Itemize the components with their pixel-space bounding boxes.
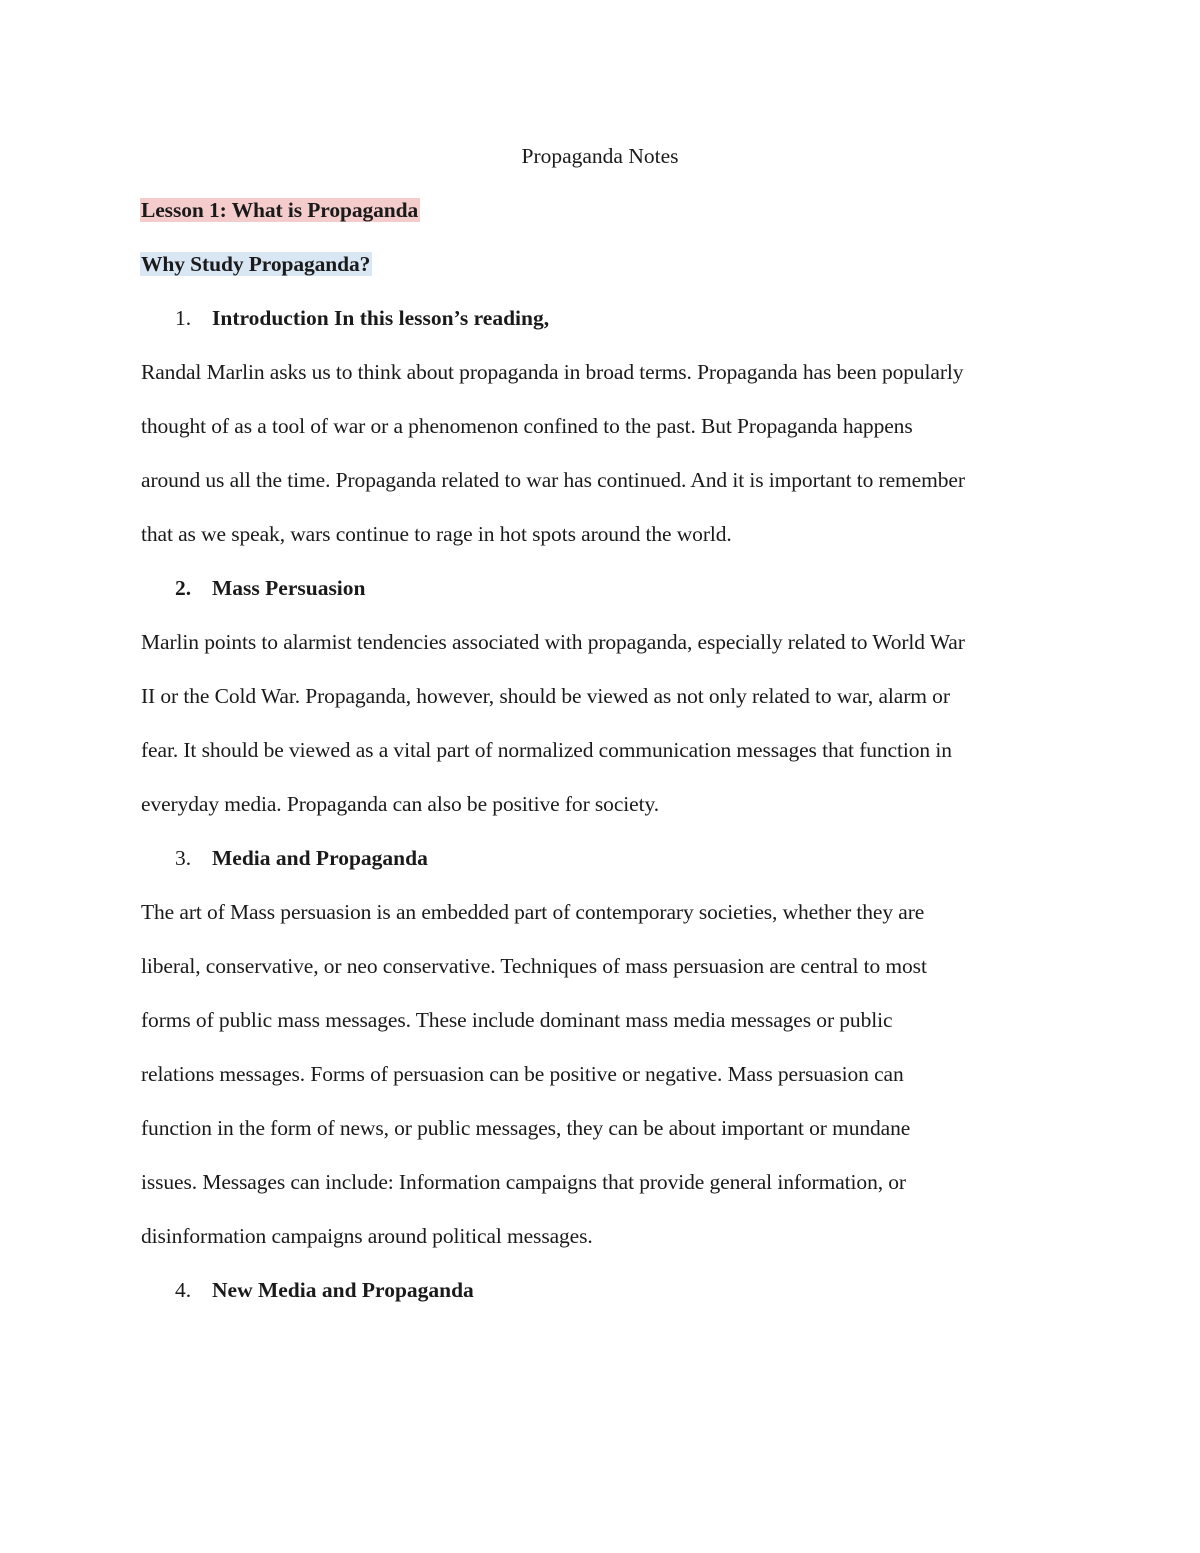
paragraph-line: thought of as a tool of war or a phenomenon confined to the past. But Propaganda happens: [141, 414, 913, 438]
paragraph-line: fear. It should be viewed as a vital part of normalized communication messages that function in: [141, 738, 952, 762]
lesson-heading-text: Lesson 1: What is Propaganda: [141, 198, 419, 222]
paragraph-line: issues. Messages can include: Information campaigns that provide general information, or: [141, 1170, 906, 1194]
section-heading: [141, 249, 372, 279]
paragraph-line: everyday media. Propaganda can also be positive for society.: [141, 792, 659, 816]
list-item-heading: Media and Propaganda: [212, 846, 428, 870]
paragraph-line: function in the form of news, or public messages, they can be about important or mundane: [141, 1116, 911, 1140]
lesson-heading: [141, 195, 420, 225]
paragraph-line: II or the Cold War. Propaganda, however, should be viewed as not only related to war, alarm or: [141, 684, 950, 708]
list-item-number: 3.: [175, 846, 192, 870]
paragraph-line: Randal Marlin asks us to think about propaganda in broad terms. Propaganda has been popularly: [141, 360, 964, 384]
list-item-number: 2.: [175, 576, 192, 600]
paragraph-line: The art of Mass persuasion is an embedded part of contemporary societies, whether they are: [141, 900, 925, 924]
list-item-heading: Mass Persuasion: [212, 576, 366, 600]
list-item-heading: New Media and Propaganda: [212, 1278, 474, 1302]
list-item-number: 4.: [175, 1278, 192, 1302]
document-title: Propaganda Notes: [521, 144, 679, 168]
paragraph-line: liberal, conservative, or neo conservative. Techniques of mass persuasion are central to most: [141, 954, 927, 978]
section-heading-text: Why Study Propaganda?: [141, 252, 371, 276]
paragraph-line: disinformation campaigns around political messages.: [141, 1224, 593, 1248]
list-item-heading: Introduction In this lesson’s reading,: [212, 306, 550, 330]
paragraph-line: that as we speak, wars continue to rage in hot spots around the world.: [141, 522, 732, 546]
paragraph-line: around us all the time. Propaganda related to war has continued. And it is important to remember: [141, 468, 965, 492]
paragraph-line: Marlin points to alarmist tendencies associated with propaganda, especially related to World War: [141, 630, 965, 654]
paragraph-line: forms of public mass messages. These include dominant mass media messages or public: [141, 1008, 893, 1032]
paragraph-line: relations messages. Forms of persuasion can be positive or negative. Mass persuasion can: [141, 1062, 904, 1086]
list-item-number: 1.: [175, 306, 192, 330]
